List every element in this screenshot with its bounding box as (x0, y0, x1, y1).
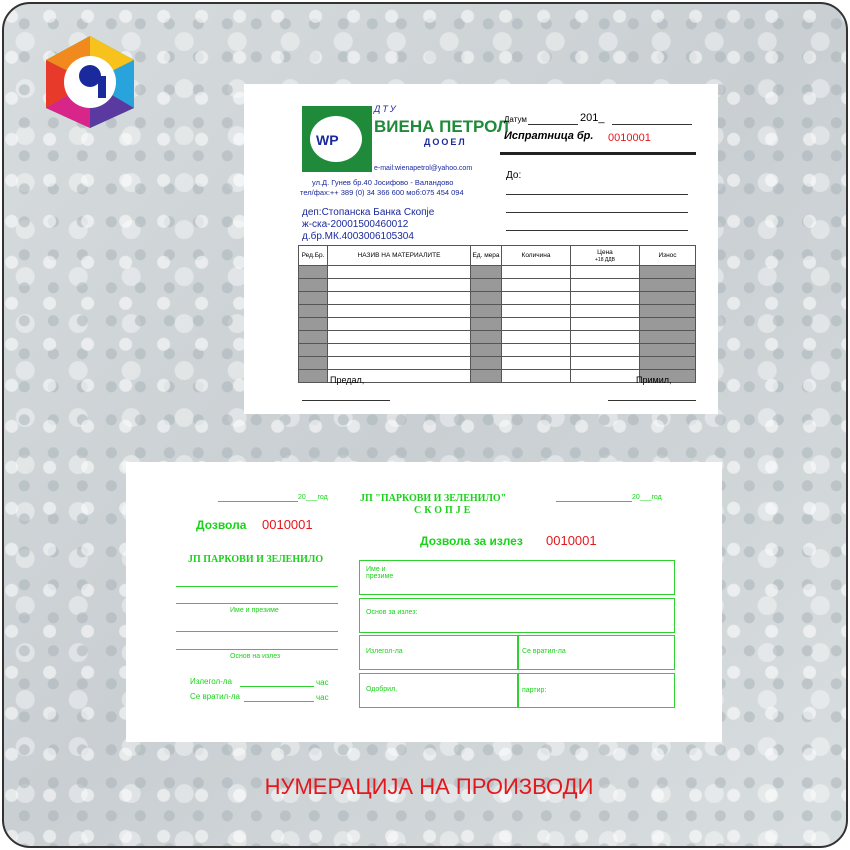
table-cell[interactable] (640, 279, 696, 292)
stub-went-out: Излегол-ла (190, 677, 232, 686)
bank-line-3: д.бр.МК.4003006105304 (302, 231, 414, 242)
box-basis-label: Основ за излез: (366, 609, 418, 616)
brand-name: ВИЕНА ПЕТРОЛ (374, 117, 509, 136)
col-header-4: Количина (502, 246, 571, 266)
right-year: 20___год (632, 494, 662, 501)
table-cell[interactable] (471, 318, 502, 331)
brand-logo (302, 106, 372, 172)
table-cell[interactable] (299, 357, 328, 370)
date-label: Датум (504, 115, 527, 124)
table-cell[interactable] (640, 331, 696, 344)
to-label: До: (506, 170, 522, 181)
table-cell[interactable] (471, 266, 502, 279)
left-year: 20___год (298, 494, 328, 501)
delivery-note-sheet (244, 84, 718, 414)
stub-basis-label: Основ на излез (230, 653, 281, 660)
box-name-label: Име и презиме (366, 566, 394, 580)
table-cell[interactable] (471, 370, 502, 383)
stub-line-3 (176, 631, 338, 632)
basis-box (359, 598, 675, 633)
brand-sub: ДООЕЛ (424, 137, 467, 147)
center-title: ЈП "ПАРКОВИ И ЗЕЛЕНИЛО" (360, 493, 507, 504)
table-cell[interactable] (502, 279, 571, 292)
box-department-label: партир: (522, 687, 547, 694)
table-row (299, 318, 696, 331)
table-cell[interactable] (328, 292, 471, 305)
address: ул.Д. Гунев бр.40 Јосифово - Валандово (312, 178, 454, 187)
table-cell[interactable] (502, 357, 571, 370)
date-year: 201_ (580, 112, 605, 124)
box-returned-label: Се вратил-ла (522, 648, 566, 655)
table-cell[interactable] (471, 292, 502, 305)
table-body (299, 266, 696, 383)
table-cell[interactable] (299, 279, 328, 292)
table-cell[interactable] (328, 279, 471, 292)
received-line (608, 400, 696, 401)
went-box (359, 635, 519, 670)
name-box (359, 560, 675, 595)
table-cell[interactable] (328, 318, 471, 331)
table-cell[interactable] (502, 318, 571, 331)
exit-number: 0010001 (546, 533, 597, 548)
table-cell[interactable] (640, 305, 696, 318)
box-went-label: Излегол-ла (366, 648, 403, 655)
table-cell[interactable] (571, 279, 640, 292)
permit-label: Дозвола (196, 518, 247, 532)
table-row (299, 292, 696, 305)
col-header-5 (571, 246, 640, 266)
table-cell[interactable] (299, 266, 328, 279)
table-cell[interactable] (328, 357, 471, 370)
table-cell[interactable] (502, 266, 571, 279)
table-cell[interactable] (640, 292, 696, 305)
department-box (517, 673, 675, 708)
stub-returned-line (244, 701, 314, 702)
table-cell[interactable] (328, 344, 471, 357)
stub-returned-hour: час (316, 693, 329, 702)
table-cell[interactable] (571, 331, 640, 344)
price-note: +18 ДДВ (595, 256, 615, 263)
left-date-line (218, 501, 298, 502)
table-cell[interactable] (471, 357, 502, 370)
background-frame (2, 2, 848, 848)
table-row (299, 305, 696, 318)
table-cell[interactable] (640, 318, 696, 331)
exit-permit-sheet (126, 462, 722, 742)
table-cell[interactable] (328, 331, 471, 344)
table-cell[interactable] (502, 292, 571, 305)
stub-returned: Се вратил-ла (190, 692, 241, 701)
right-date-line (556, 501, 632, 502)
table-cell[interactable] (299, 292, 328, 305)
sent-label: Предал, (330, 375, 365, 385)
table-cell[interactable] (471, 279, 502, 292)
table-row (299, 331, 696, 344)
stub-name-label: Име и презиме (230, 607, 279, 614)
table-cell[interactable] (640, 357, 696, 370)
price-label: Цена (597, 248, 613, 256)
col-header-1: Ред.Бр. (299, 246, 328, 266)
left-org: ЈП ПАРКОВИ И ЗЕЛЕНИЛО (188, 554, 324, 565)
table-header-row (299, 246, 696, 266)
table-cell[interactable] (502, 331, 571, 344)
table-cell[interactable] (299, 305, 328, 318)
to-line-1 (506, 194, 688, 195)
stub-line-2 (176, 603, 338, 604)
center-city: СКОПЈЕ (414, 505, 474, 516)
table-cell[interactable] (299, 331, 328, 344)
date-line-2 (612, 124, 692, 125)
company-logo-icon (44, 34, 136, 130)
items-table (298, 245, 696, 383)
bank-line-2: ж-ска-20001500460012 (302, 219, 409, 230)
stub-went-hour: час (316, 678, 329, 687)
table-cell[interactable] (471, 305, 502, 318)
col-header-6: Износ (640, 246, 696, 266)
col-header-2: НАЗИВ НА МАТЕРИАЛИТЕ (328, 246, 471, 266)
header-rule (500, 152, 696, 155)
table-cell[interactable] (299, 344, 328, 357)
brand-emblem-wp: WP (316, 132, 339, 148)
returned-box (517, 635, 675, 670)
phone: тел/фах:++ 389 (0) 34 366 600 моб:075 454 094 (300, 188, 464, 197)
bank-line-1: деп:Стопанска Банка Скопје (302, 207, 435, 218)
table-row (299, 266, 696, 279)
table-cell[interactable] (640, 266, 696, 279)
table-cell[interactable] (502, 344, 571, 357)
footer-title: НУМЕРАЦИЈА НА ПРОИЗВОДИ (264, 774, 594, 799)
box-approved-label: Одобрил, (366, 686, 398, 693)
approved-box (359, 673, 519, 708)
email: e-mail:wienapetrol@yahoo.com (374, 165, 473, 172)
table-row (299, 357, 696, 370)
table-cell[interactable] (571, 344, 640, 357)
table-row (299, 344, 696, 357)
table-cell[interactable] (571, 370, 640, 383)
table-cell[interactable] (571, 305, 640, 318)
table-cell[interactable] (640, 344, 696, 357)
doc-label: Испратница бр. (504, 130, 594, 142)
table-cell[interactable] (571, 266, 640, 279)
stub-line-4 (176, 649, 338, 650)
table-cell[interactable] (471, 344, 502, 357)
table-cell[interactable] (328, 305, 471, 318)
stub-went-line (240, 686, 314, 687)
table-cell[interactable] (502, 305, 571, 318)
doc-number: 0010001 (608, 132, 651, 144)
col-header-3: Ед. мера (471, 246, 502, 266)
permit-number: 0010001 (262, 517, 313, 532)
exit-label: Дозвола за излез (420, 534, 523, 548)
date-line (528, 124, 578, 125)
table-cell[interactable] (571, 357, 640, 370)
table-cell[interactable] (571, 318, 640, 331)
table-cell[interactable] (328, 266, 471, 279)
to-line-2 (506, 212, 688, 213)
sent-line (302, 400, 390, 401)
brand-top: ДТУ (374, 104, 398, 114)
received-label: Примил, (636, 375, 672, 385)
table-cell[interactable] (299, 318, 328, 331)
stub-line-1 (176, 586, 338, 587)
table-cell[interactable] (299, 370, 328, 383)
table-row (299, 279, 696, 292)
table-cell[interactable] (471, 331, 502, 344)
table-cell[interactable] (502, 370, 571, 383)
to-line-3 (506, 230, 688, 231)
table-cell[interactable] (571, 292, 640, 305)
